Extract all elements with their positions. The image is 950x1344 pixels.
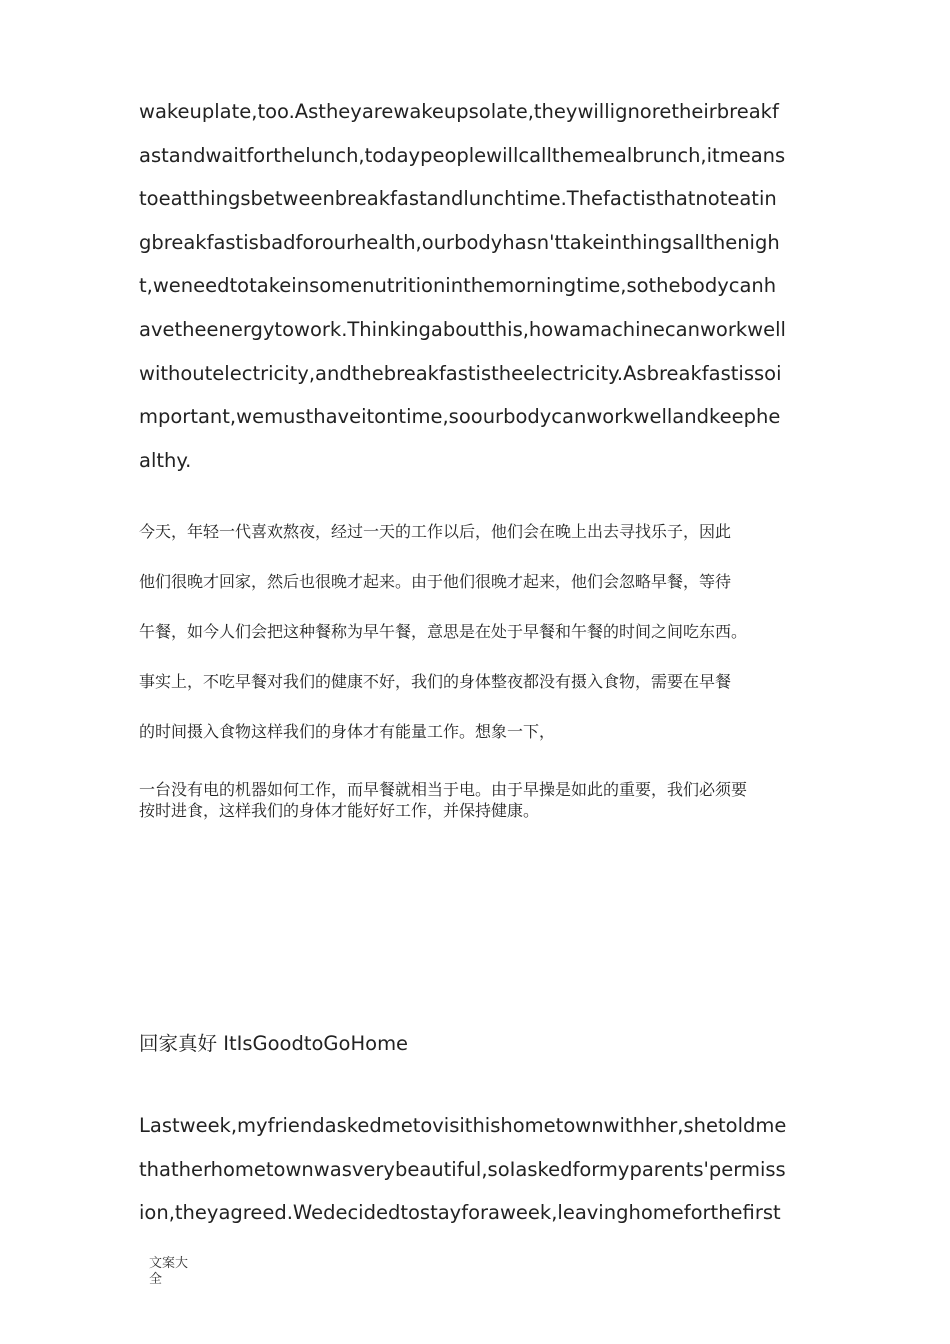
page-footer <box>149 1256 199 1288</box>
text-line: 事实上，不吃早餐对我们的健康不好，我们的身体整夜都没有摄入食物，需要在早餐 <box>139 672 732 691</box>
text-line: gbreakfastisbadforourhealth,ourbodyhasn'ttakeinthingsallthenigh <box>139 230 780 254</box>
text-line: ion,theyagreed.Wedecidedtostayforaweek,leavinghomeforthefirst <box>139 1201 781 1225</box>
text-line: toeatthingsbetweenbreakfastandlunchtime.Thefactisthatnoteatin <box>139 187 777 211</box>
footer-text: 文案大 <box>149 1256 189 1271</box>
text-line: thatherhometownwasverybeautiful,soIaskedformyparents'permiss <box>139 1157 786 1181</box>
chinese-paragraph-breakfast <box>139 507 839 757</box>
text-line: avetheenergytowork.Thinkingaboutthis,howamachinecanworkwell <box>139 317 786 341</box>
text-line: t,weneedtotakeinsomenutritioninthemorningtime,sothebodycanh <box>139 274 777 298</box>
chinese-paragraph-continuation <box>139 779 839 821</box>
text-line: withoutelectricity,andthebreakfastistheelectricity.Asbreakfastissoi <box>139 361 782 385</box>
text-line: Lastweek,myfriendaskedmetovisithishometownwithher,shetoldme <box>139 1114 787 1137</box>
text-line: 按时进食，这样我们的身体才能好好工作，并保持健康。 <box>139 801 540 820</box>
essay-heading: 回家真好 ItIsGoodtoGoHome <box>139 1032 409 1055</box>
text-line: mportant,wemusthaveitontime,soourbodycanworkwellandkeephe <box>139 405 781 429</box>
footer-text: 全 <box>149 1272 163 1287</box>
english-paragraph-hometown <box>139 1104 819 1235</box>
english-paragraph-breakfast <box>139 90 819 482</box>
text-line: wakeuplate,too.Astheyarewakeupsolate,theywillignoretheirbreakf <box>139 100 779 123</box>
text-line: 一台没有电的机器如何工作，而早餐就相当于电。由于早操是如此的重要，我们必须要 <box>139 780 748 799</box>
text-line: 午餐，如今人们会把这种餐称为早午餐，意思是在处于早餐和午餐的时间之间吃东西。 <box>139 622 748 641</box>
text-line: 今天，年轻一代喜欢熬夜，经过一天的工作以后，他们会在晚上出去寻找乐子，因此 <box>139 522 732 541</box>
text-line: 他们很晚才回家，然后也很晚才起来。由于他们很晚才起来，他们会忽略早餐，等待 <box>139 572 732 591</box>
text-line: 的时间摄入食物这样我们的身体才有能量工作。想象一下， <box>139 722 556 741</box>
text-line: althy. <box>139 448 192 472</box>
text-line: astandwaitforthelunch,todaypeoplewillcallthemealbrunch,itmeans <box>139 143 786 167</box>
